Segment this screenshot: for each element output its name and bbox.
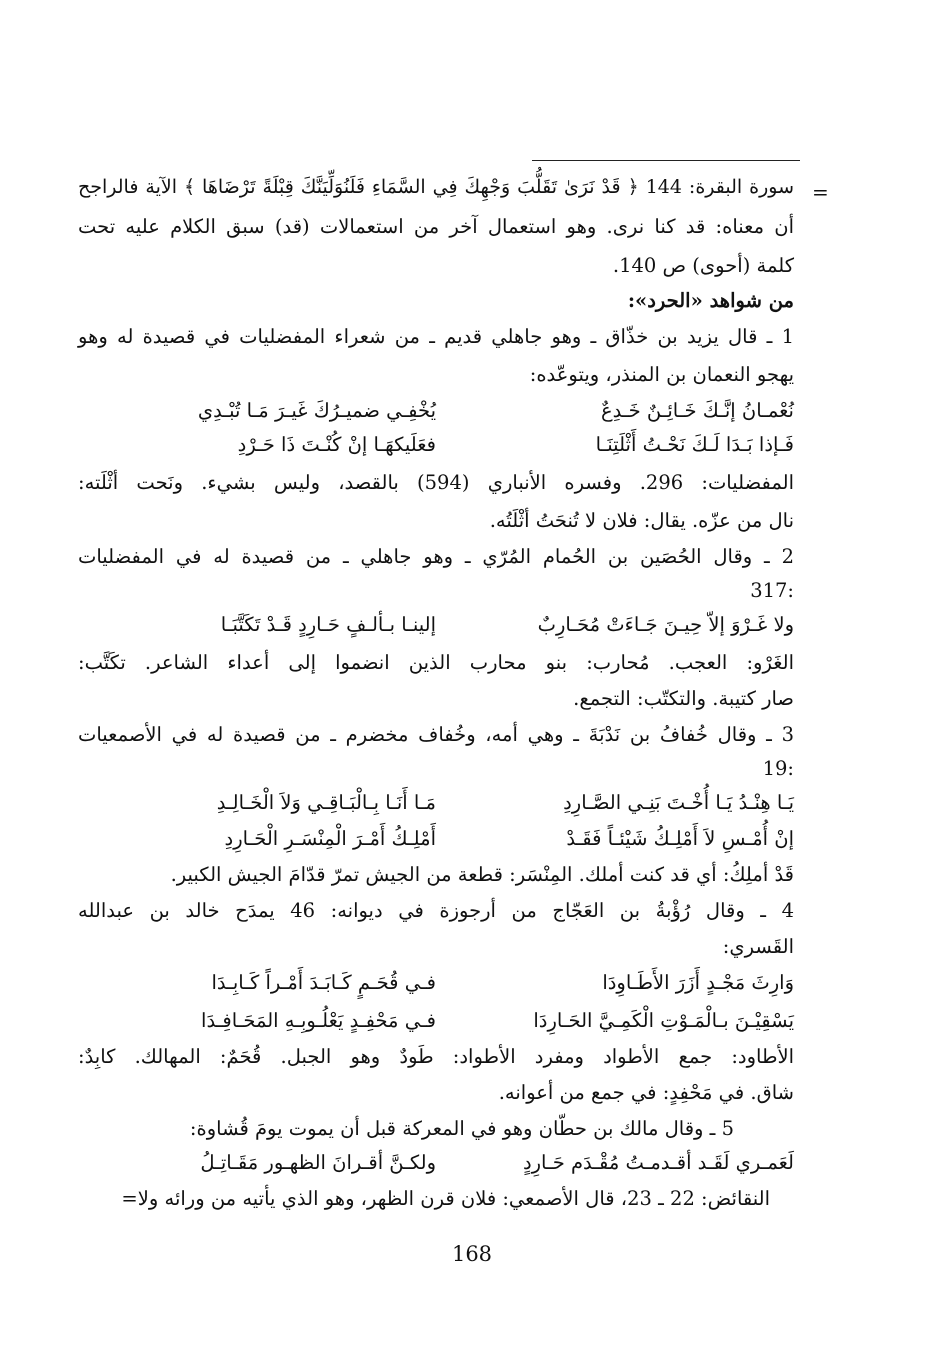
verse-line <box>78 608 794 642</box>
text-line: المفضليات: 296. وفسره الأنباري (594) بالقصد، وليس بشيء. ونَحت أثْلَته: <box>78 471 794 494</box>
verse-first-hemistich: يَـا هِنْـدُ يَـا أُخْـتَ بَنِـي الصَّـارِدِ <box>563 791 794 814</box>
verse-first-hemistich: إنْ أُمْـسِ لاَ أَمْلِـكُ شَيْئـاً فَقَـدْ <box>566 827 794 850</box>
text-line: النقائض: 22 ـ 23، قال الأصمعي: فلان قرن الظهر، وهو الذي يأتيه من ورائه ولا= <box>121 1187 770 1210</box>
text-line: الأطاود: جمع الأطواد ومفرد الأطواد: طَودٌ وهو الجبل. قُحَمٌ: المهالك. كابِدٌ: <box>78 1045 794 1068</box>
footnote-separator <box>532 160 800 161</box>
text-line: أن معناه: قد كنا نرى. وهو استعمال آخر من استعمالات (قد) سبق الكلام عليه تحت <box>78 215 794 238</box>
text-line: صار كتيبة. والتكتّب: التجمع. <box>573 687 794 710</box>
text-line: القَسري: <box>722 935 794 958</box>
verse-second-hemistich: يُخْفِـي ضميـرُكَ غَيـرَ مَـا تُبْـدِي <box>197 399 436 422</box>
text-line: كلمة (أحوى) ص 140. <box>612 254 794 277</box>
verse-first-hemistich: نُعْمـانُ إنَّـكَ خَـائِـنٌ خَـدِعٌ <box>600 399 794 422</box>
text-line: نال من عزّه. يقال: فلان لا تُنحَتُ أثْلَتُه. <box>489 509 794 532</box>
text-line: قَدْ أملِكُ: أي قد كنت أملك. المِنْسَر: قطعة من الجيش تمرّ قدّامَ الجيش الكبير. <box>170 863 794 886</box>
text-line: 1 ـ قال يزيد بن خذّاق ـ وهو جاهلي قديم ـ من شعراء المفضليات في قصيدة له وهو <box>78 325 794 348</box>
verse-second-hemistich: فـي مَحْفِـدٍ يَعْلُـوبِـهِ المَحَـافِـدَا <box>201 1009 436 1032</box>
verse-second-hemistich: مَـا أَنَـا بِـالْبَـاقِـي وَلاَ الْخَـالِـدِ <box>216 791 436 814</box>
text-line: :19 <box>762 757 794 780</box>
verse-line <box>78 428 794 462</box>
verse-second-hemistich: أَمْلِـكُ أَمْـرَ الْمِنْسَـرِ الْحَـارِدِ <box>224 827 436 850</box>
text-line: الغَرْو: العجب. مُحارب: بنو محارب الذين انضموا إلى أعداء الشاعر. تكَتَّب: <box>78 651 794 674</box>
verse-line <box>78 966 794 1000</box>
text-line: يهجو النعمان بن المنذر، ويتوعّده: <box>529 363 794 386</box>
verse-line <box>78 1004 794 1038</box>
section-heading: من شواهد «الحرد»: <box>627 289 794 312</box>
verse-first-hemistich: وَارِثَ مَجْـدٍ أَزَرَ الأَطَـاوِدَا <box>602 971 794 994</box>
page-number: 168 <box>451 1242 493 1266</box>
text-line: شاق. في مَحْفِدٍ: في جمع من أعوانه. <box>498 1081 794 1104</box>
text-line: 5 ـ وقال مالك بن حطّان وهو في المعركة قبل أن يموت يومَ قُشاوة: <box>189 1117 734 1140</box>
text-line: 3 ـ وقال خُفافُ بن نَدْبَةَ ـ وهي أمه، وخُفاف مخضرم ـ من قصيدة له في الأصمعيات <box>78 723 794 746</box>
verse-second-hemistich: إلينـا بـألـفٍ حَـارِدٍ قَـدْ تَكَتَّبَـا <box>220 613 436 636</box>
text-line: 4 ـ وقال رُؤْبةُ بن العَجّاج من أرجوزة في ديوانه: 46 يمدَح خالد بن عبدالله <box>78 899 794 922</box>
verse-first-hemistich: لَعَمـري لَقَـد أقـدمـتُ مُقْـدَم حَـارِدٍ <box>522 1151 794 1174</box>
text-line: سورة البقرة: 144 ﴿ قَدْ نَرَىٰ تَقَلُّبَ وَجْهِكَ فِي السَّمَاءِ فَلَنُوَلِّيَنَّكَ قِبْلَةً تَرْضَاهَا ﴾ الآية فالراجح <box>78 176 794 198</box>
text-line: :317 <box>750 579 794 602</box>
verse-second-hemistich: فعَلَيكهَـا إنْ كُنْـتَ ذَا حَـرْدِ <box>237 433 436 456</box>
verse-second-hemistich: ولكـنَّ أقـرانَ الظهـور مَقَـاتِـلُ <box>200 1151 436 1174</box>
verse-line <box>78 786 794 820</box>
verse-first-hemistich: ولا غَـرْوَ إلاّ حِيـنَ جَـاءَتْ مُحَـارِبٌ <box>537 613 794 636</box>
text-line: 2 ـ وقال الحُصَين بن الحُمام المُرّي ـ وهو جاهلي ـ من قصيدة له في المفضليات <box>78 545 794 568</box>
verse-line <box>78 1146 794 1180</box>
verse-line <box>78 394 794 428</box>
verse-second-hemistich: فـي قُحَـمٍ كَـابَـدَ أَمْـراً كَـابِـدَا <box>211 971 436 994</box>
verse-first-hemistich: فَـإذا بَـدَا لَـكَ نَحْـتُ أَثْلَتِنَـا <box>595 433 794 456</box>
verse-line <box>78 822 794 856</box>
verse-first-hemistich: يَسْقِيْـنَ بـالْمَـوْتِ الْكَمِـيَّ الحَـارِدَا <box>533 1009 794 1032</box>
continuation-mark: = <box>812 180 829 204</box>
